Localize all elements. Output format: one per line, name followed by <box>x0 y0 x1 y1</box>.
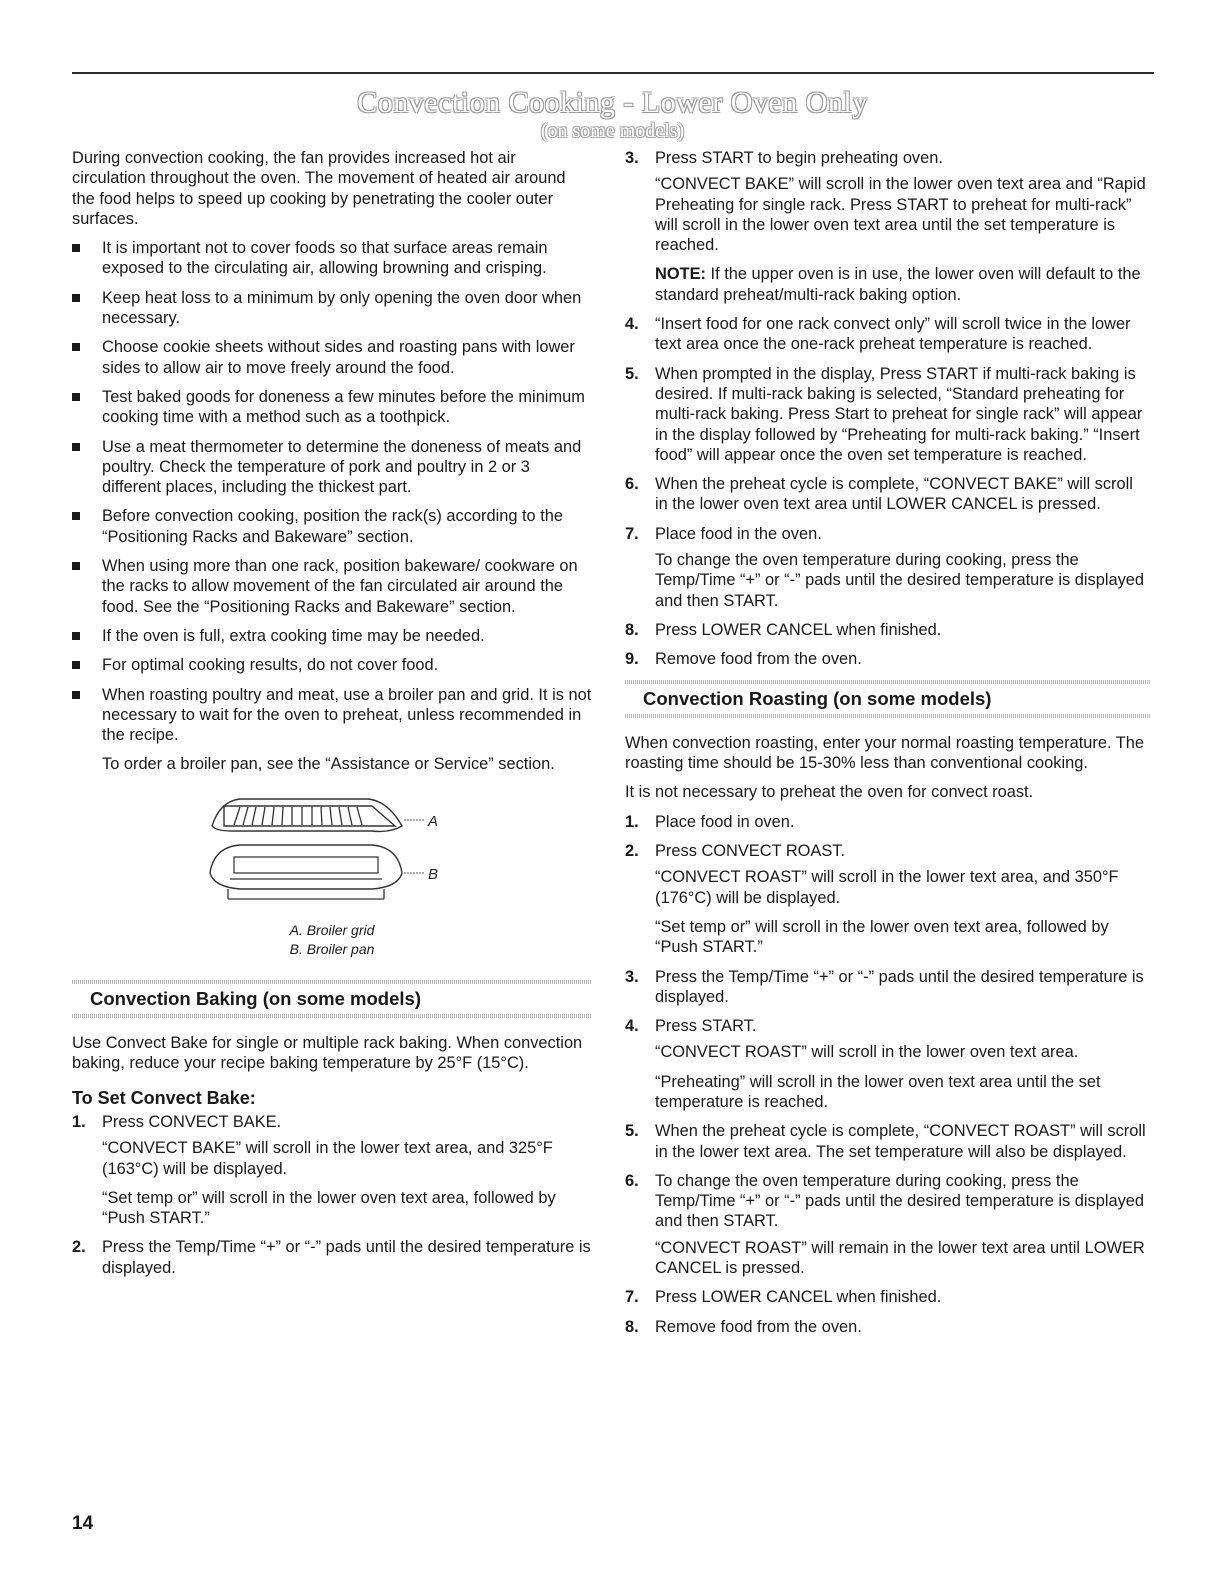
tip-item: Before convection cooking, position the rack(s) according to the “Positioning Racks and Bakeware” section. <box>72 506 592 547</box>
tip-item: If the oven is full, extra cooking time may be needed. <box>72 626 592 646</box>
step-number: 6. <box>625 1171 639 1190</box>
tip-item: Keep heat loss to a minimum by only opening the oven door when necessary. <box>72 288 592 329</box>
left-column <box>72 148 592 1287</box>
step-text: Press LOWER CANCEL when finished. <box>655 620 942 639</box>
label-a: A <box>428 812 439 830</box>
step-number: 3. <box>625 967 639 986</box>
step-item <box>625 314 1150 355</box>
tip-item: Use a meat thermometer to determine the doneness of meats and poultry. Check the temperature of pork and poultry in 2 or 3 different places, including the thickest part. <box>72 437 592 498</box>
step-item <box>625 649 1150 669</box>
step-item <box>625 1171 1150 1278</box>
step-item <box>625 364 1150 465</box>
baking-intro: Use Convect Bake for single or multiple rack baking. When convection baking, reduce your recipe baking temperature by 25°F (15°C). <box>72 1034 583 1073</box>
step-text: To change the oven temperature during cooking, press the Temp/Time “+” or “-” pads until the desired temperature is displayed and then START. <box>655 1171 1145 1231</box>
right-column <box>625 148 1150 1346</box>
step-text: When the preheat cycle is complete, “CONVECT ROAST” will scroll in the lower text area. The set temperature will also be displayed. <box>655 1122 1146 1161</box>
set-bake-heading: To Set Convect Bake: <box>72 1087 256 1108</box>
label-b: B <box>428 865 439 883</box>
step-text: Remove food from the oven. <box>655 650 862 669</box>
broiler-grid-drawing <box>212 799 424 831</box>
step-number: 7. <box>625 1288 639 1307</box>
step-text: When prompted in the display, Press START if multi-rack baking is desired. If multi-rack baking is selected, “Standard preheating for multi-rack baking. Press Start to preheat for single rack” will appear in the display followed by “Preheating for multi-rack baking.” “Insert food” will appear once the oven set temperature is reached. <box>655 364 1143 464</box>
set-bake-steps <box>72 1112 592 1278</box>
step-text: Place food in oven. <box>655 812 795 831</box>
step-text: When the preheat cycle is complete, “CONVECT BAKE” will scroll in the lower oven text area until LOWER CANCEL is pressed. <box>655 475 1133 514</box>
page-title: Convection Cooking - Lower Oven Only <box>357 86 868 119</box>
top-rule <box>72 72 1154 74</box>
baking-heading: Convection Baking (on some models) <box>90 987 421 1009</box>
broiler-illustration <box>72 795 592 920</box>
step-detail: “CONVECT ROAST” will scroll in the lower text area, and 350°F (176°C) will be displayed. <box>655 868 1119 907</box>
step-number: 5. <box>625 1122 639 1141</box>
step-number: 2. <box>625 842 639 861</box>
step-item <box>625 148 1150 305</box>
intro-paragraph: During convection cooking, the fan provides increased hot air circulation throughout the oven. The movement of heated air around the food helps to speed up cooking by penetrating the cooler outer surfaces. <box>72 149 566 228</box>
tip-item: When using more than one rack, position bakeware/ cookware on the racks to allow movement of the fan circulated air around the food. See the “Positioning Racks and Bakeware” section. <box>72 556 592 617</box>
step-number: 1. <box>72 1112 86 1131</box>
step-text: Press START. <box>655 1017 757 1036</box>
step-item <box>625 841 1150 957</box>
step-number: 6. <box>625 475 639 494</box>
roasting-intro: When convection roasting, enter your normal roasting temperature. The roasting time should be 15-30% less than conventional cooking. <box>625 733 1145 773</box>
broiler-pan-drawing <box>210 845 424 899</box>
order-note: To order a broiler pan, see the “Assistance or Service” section. <box>102 755 555 774</box>
figure-caption <box>72 921 592 959</box>
step-item <box>72 1112 592 1228</box>
roasting-intro-2: It is not necessary to preheat the oven for convect roast. <box>625 783 1034 802</box>
step-detail: To change the oven temperature during cooking, press the Temp/Time “+” or “-” pads until the desired temperature is displayed and then START. <box>655 551 1145 610</box>
page-subtitle: (on some models) <box>540 120 685 142</box>
tip-item: It is important not to cover foods so that surface areas remain exposed to the circulating air, allowing browning and crisping. <box>72 238 592 279</box>
step-item <box>625 1287 1150 1307</box>
step-number: 5. <box>625 364 639 383</box>
roasting-heading: Convection Roasting (on some models) <box>643 687 992 709</box>
step-number: 8. <box>625 1317 639 1336</box>
step-detail: “CONVECT BAKE” will scroll in the lower text area, and 325°F (163°C) will be displayed. <box>102 1139 553 1178</box>
step-text: Press CONVECT ROAST. <box>655 842 846 861</box>
step-item <box>625 1317 1150 1337</box>
step-item <box>625 524 1150 611</box>
tip-item: Test baked goods for doneness a few minutes before the minimum cooking time with a method such as a toothpick. <box>72 387 592 428</box>
step-detail: “Preheating” will scroll in the lower oven text area until the set temperature is reached. <box>655 1072 1101 1111</box>
step-detail: “CONVECT BAKE” will scroll in the lower oven text area and “Rapid Preheating for single rack. Press START to preheat for multi-rack” will scroll in the lower oven text area until the set temperature is reached. <box>655 175 1146 255</box>
step-text: Press the Temp/Time “+” or “-” pads until the desired temperature is displayed. <box>655 967 1144 1006</box>
step-text: Press the Temp/Time “+” or “-” pads until the desired temperature is displayed. <box>102 1238 591 1277</box>
step-item <box>625 967 1150 1008</box>
step-number: 4. <box>625 1017 639 1036</box>
baking-section-header <box>72 980 592 1018</box>
convect-roast-steps <box>625 812 1150 1337</box>
step-detail: “CONVECT ROAST” will remain in the lower text area until LOWER CANCEL is pressed. <box>655 1238 1145 1278</box>
tip-item: For optimal cooking results, do not cover food. <box>72 655 592 675</box>
step-text: Remove food from the oven. <box>655 1317 862 1336</box>
step-detail: “Set temp or” will scroll in the lower oven text area, followed by “Push START.” <box>102 1188 556 1228</box>
step-number: 3. <box>625 149 639 167</box>
step-number: 4. <box>625 315 639 334</box>
step-number: 9. <box>625 650 639 669</box>
header-bar-top <box>625 680 1150 684</box>
header-bar-bottom <box>625 714 1150 718</box>
step-text: Place food in the oven. <box>655 524 822 543</box>
tips-list <box>72 238 592 745</box>
header-bar-bottom <box>72 1014 592 1018</box>
note-label: NOTE: <box>655 265 706 284</box>
step-text: “Insert food for one rack convect only” will scroll twice in the lower text area once the one-rack preheat temperature is reached. <box>655 315 1131 354</box>
step-number: 8. <box>625 620 639 639</box>
step-detail: “Set temp or” will scroll in the lower oven text area, followed by “Push START.” <box>655 917 1109 957</box>
step-text: Press CONVECT BAKE. <box>102 1112 282 1131</box>
caption-a: A. Broiler grid <box>289 921 375 938</box>
step-item <box>625 620 1150 640</box>
step-text: Press START to begin preheating oven. <box>655 149 943 167</box>
step-number: 2. <box>72 1238 86 1257</box>
step-detail: “CONVECT ROAST” will scroll in the lower oven text area. <box>655 1043 1079 1062</box>
header-bar-top <box>72 980 592 984</box>
step-number: 7. <box>625 524 639 543</box>
step-item <box>625 1121 1150 1162</box>
bake-steps-continued <box>625 148 1150 670</box>
page-number: 14 <box>72 1513 94 1534</box>
tip-item: Choose cookie sheets without sides and roasting pans with lower sides to allow air to move freely around the food. <box>72 337 592 378</box>
tip-item: When roasting poultry and meat, use a broiler pan and grid. It is not necessary to wait for the oven to preheat, unless recommended in the recipe. <box>72 685 592 746</box>
broiler-figure <box>72 795 592 970</box>
caption-b: B. Broiler pan <box>289 940 375 957</box>
step-item <box>625 812 1150 832</box>
step-item <box>625 474 1150 515</box>
step-item <box>625 1016 1150 1112</box>
step-note <box>655 264 1150 305</box>
step-text: Press LOWER CANCEL when finished. <box>655 1288 942 1307</box>
step-item <box>72 1237 592 1278</box>
note-text: If the upper oven is in use, the lower oven will default to the standard preheat/multi-rack baking option. <box>655 265 1141 304</box>
roasting-section-header <box>625 680 1150 718</box>
step-number: 1. <box>625 812 639 831</box>
